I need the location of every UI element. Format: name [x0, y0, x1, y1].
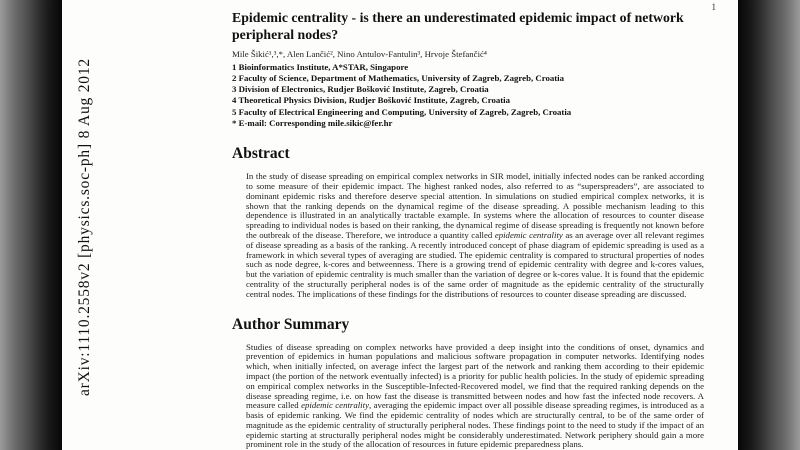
author-list: Mile Šikić¹,³,*, Alen Lančić², Nino Antulov-Fantulin³, Hrvoje Štefančić⁴	[232, 48, 487, 59]
affiliation-line: 2 Faculty of Science, Department of Mathematics, University of Zagreb, Zagreb, Croatia	[232, 72, 565, 83]
paper-content	[232, 10, 704, 450]
section-heading-author-summary: Author Summary	[232, 315, 350, 333]
affiliation-line: 4 Theoretical Physics Division, Rudjer Bošković Institute, Zagreb, Croatia	[232, 95, 511, 106]
affiliation-line: 5 Faculty of Electrical Engineering and Computing, University of Zagreb, Zagreb, Croatia	[232, 106, 572, 117]
arxiv-watermark: arXiv:1110.2558v2 [physics.soc-ph] 8 Aug 2012	[76, 58, 93, 396]
section-heading-abstract: Abstract	[232, 145, 290, 163]
page-number: 1	[711, 2, 716, 12]
paper-page	[62, 0, 738, 450]
abstract-text: In the study of disease spreading on empirical complex networks in SIR model, initially infected nodes can be ranked according to some measure of their epidemic impact. The highest ranked nodes, also referred to as “superspreaders”, are associated to dominant epidemic risks and therefore deserve special attention. In simulations on studied empirical complex networks, it is shown that the ranking depends on the dynamical regime of the disease spreading. A possible mechanism leading to this dependence is illustrated in an analytically tractable example. In systems where the allocation of resources to counter disease spreading to individual nodes is based on their ranking, the dynamical regime of disease spreading is frequently not known before the outbreak of the disease. Therefore, we introduce a quantity called epidemic centrality as an average over all relevant regimes of disease spreading as a basis of the ranking. A recently introduced concept of phase diagram of epidemic spreading is used as a framework in which several types of averaging are studied. The epidemic centrality is compared to structural properties of nodes such as node degree, k-cores and betweenness. There is a growing trend of epidemic centrality with degree and k-cores values, but the variation of epidemic centrality is much smaller than the variation of degree or k-cores value. It is found that the epidemic centrality of the structurally peripheral nodes is of the same order of magnitude as the epidemic centrality of the structurally central nodes. The implications of these findings for the distributions of resources to counter disease spreading are discussed.	[246, 171, 704, 299]
author-summary-text: Studies of disease spreading on complex networks have provided a deep insight into the conditions of onset, dynamics and prevention of epidemics in human populations and malicious software propagation in computer networks. Identifying nodes which, when initially infected, on average infect the largest part of the network and ranking them according to their epidemic impact (the portion of the network eventually infected) is a priority for public health policies. In the study of epidemic spreading on empirical complex networks in the Susceptible-Infected-Recovered model, we find that the required ranking depends on the disease spreading regime, i.e. on how fast the disease is transmitted between nodes and how fast the infected node recovers. A measure called epidemic centrality, averaging the epidemic impact over all possible disease spreading regimes, is introduced as a basis of epidemic ranking. We find the epidemic centrality of nodes which are structurally central, to be of the same order of magnitude as the epidemic centrality of structurally peripheral nodes. These findings point to the need to study if the impact of an epidemic starting at structurally peripheral nodes might be considerably underestimated. Network periphery should gain a more prominent role in the study of the allocation of resources in future epidemic preparedness plans.	[246, 341, 704, 450]
paper-title: Epidemic centrality - is there an underestimated epidemic impact of network peripheral nodes?	[232, 10, 684, 42]
email-line: * E-mail: Corresponding mile.sikic@fer.hr	[232, 117, 393, 128]
affiliation-line: 3 Division of Electronics, Rudjer Bošković Institute, Zagreb, Croatia	[232, 84, 489, 95]
affiliation-line: 1 Bioinformatics Institute, A*STAR, Singapore	[232, 61, 409, 72]
affiliation-list	[232, 62, 704, 130]
